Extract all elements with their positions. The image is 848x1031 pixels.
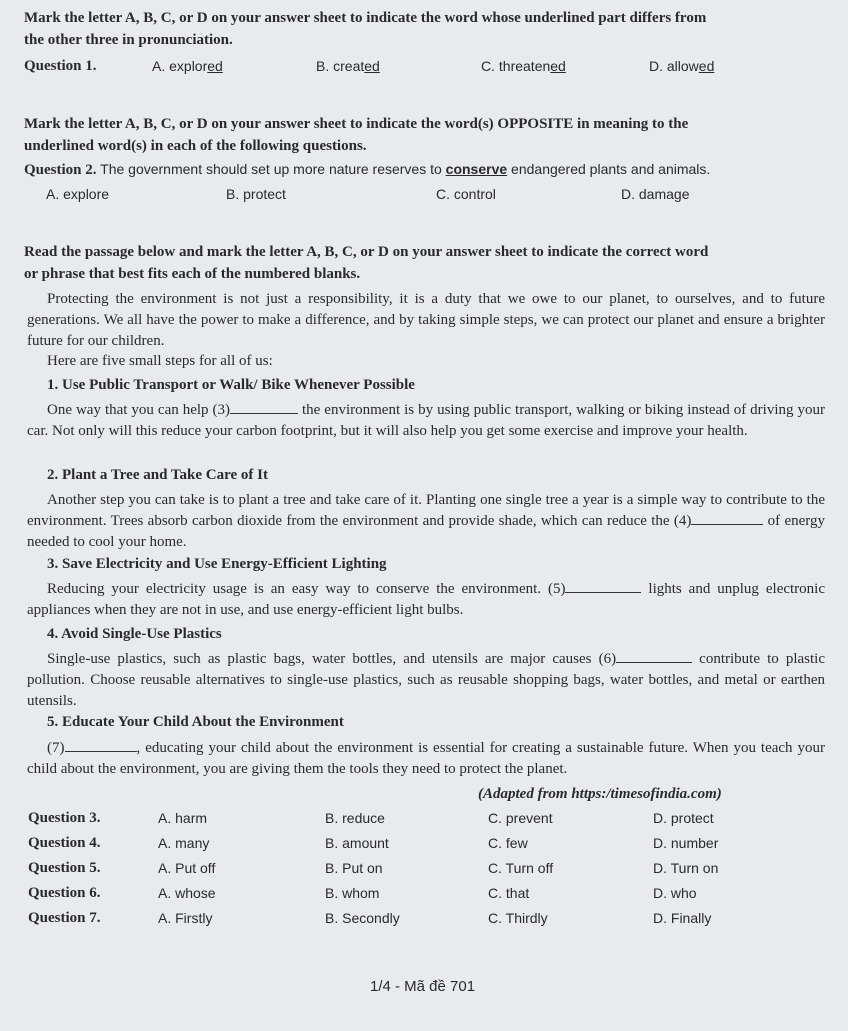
question5-row (0, 860, 848, 884)
step4-heading: 4. Avoid Single-Use Plastics (47, 626, 222, 642)
section2-instruction-line2: underlined word(s) in each of the following questions. (24, 138, 367, 154)
q3-option-d[interactable]: D. protect (653, 810, 714, 826)
step3-heading: 3. Save Electricity and Use Energy-Efficient Lighting (47, 556, 387, 572)
step4-paragraph: Single-use plastics, such as plastic bags, water bottles, and utensils are major causes (6) contribute to plastic pollution. Choose reusable alternatives to single-use plastics, such as reusable shopping bags, water bottles, and metal or earthen utensils. (27, 651, 825, 709)
blank-5[interactable] (565, 580, 641, 593)
q6-option-b[interactable]: B. whom (325, 885, 380, 901)
q6-option-d[interactable]: D. who (653, 885, 697, 901)
q1-option-d[interactable]: D. allowed (649, 58, 715, 74)
q1-option-c[interactable]: C. threatened (481, 58, 566, 74)
question6-row (0, 885, 848, 909)
q3-option-c[interactable]: C. prevent (488, 810, 553, 826)
q2-option-a[interactable]: A. explore (46, 186, 110, 202)
question2-underlined-word: conserve (445, 161, 508, 177)
step2-heading: 2. Plant a Tree and Take Care of It (47, 467, 268, 483)
q3-option-b[interactable]: B. reduce (325, 810, 385, 826)
question3-label: Question 3. (28, 810, 101, 826)
question4-label: Question 4. (28, 835, 101, 851)
q1-option-b[interactable]: B. created (316, 58, 380, 74)
question5-label: Question 5. (28, 860, 101, 876)
q3-option-a[interactable]: A. harm (158, 810, 208, 826)
question2-options (0, 186, 848, 210)
question7-row (0, 910, 848, 934)
q5-option-b[interactable]: B. Put on (325, 860, 383, 876)
q5-option-c[interactable]: C. Turn off (488, 860, 554, 876)
blank-4[interactable] (691, 512, 763, 525)
step3-paragraph: Reducing your electricity usage is an easy way to conserve the environment. (5) lights and unplug electronic appliances when they are not in use, and use energy-efficient light bulbs. (27, 581, 825, 618)
section2-instruction-line1: Mark the letter A, B, C, or D on your answer sheet to indicate the word(s) OPPOSITE in meaning to the (24, 116, 689, 132)
section3-instruction-line2: or phrase that best fits each of the numbered blanks. (24, 266, 361, 282)
q7-option-b[interactable]: B. Secondly (325, 910, 400, 926)
q7-option-c[interactable]: C. Thirdly (488, 910, 548, 926)
q5-option-a[interactable]: A. Put off (158, 860, 216, 876)
q6-option-c[interactable]: C. that (488, 885, 530, 901)
step2-paragraph: Another step you can take is to plant a tree and take care of it. Planting one single tree a year is a simple way to contribute to the environment. Trees absorb carbon dioxide from the environment and provide shade, which can reduce the (4) of energy needed to cool your home. (27, 492, 825, 550)
q7-option-a[interactable]: A. Firstly (158, 910, 213, 926)
step1-heading: 1. Use Public Transport or Walk/ Bike Whenever Possible (47, 377, 415, 393)
blank-7[interactable] (65, 739, 137, 752)
question3-row (0, 810, 848, 834)
blank-6[interactable] (616, 650, 692, 663)
passage-intro: Protecting the environment is not just a responsibility, it is a duty that we owe to our planet, to ourselves, and to future generations. We all have the power to make a difference, and by taking simple steps, we can protect our planet and ensure a brighter future for our children. (27, 291, 825, 349)
question2-label: Question 2. (24, 162, 97, 178)
q4-option-c[interactable]: C. few (488, 835, 528, 851)
q2-option-c[interactable]: C. control (436, 186, 496, 202)
q2-option-b[interactable]: B. protect (226, 186, 286, 202)
section1-instruction-line1: Mark the letter A, B, C, or D on your answer sheet to indicate the word whose underlined part differs from (24, 10, 707, 26)
question1-row (0, 58, 848, 82)
question4-row (0, 835, 848, 859)
q2-option-d[interactable]: D. damage (621, 186, 690, 202)
question7-label: Question 7. (28, 910, 101, 926)
blank-3[interactable] (230, 401, 298, 414)
step5-paragraph: (7) , educating your child about the environment is essential for creating a sustainable future. When you teach your child about the environment, you are giving them the tools they need to protect the planet. (27, 740, 825, 777)
passage-source: (Adapted from https:/timesofindia.com) (478, 786, 722, 802)
q4-option-b[interactable]: B. amount (325, 835, 389, 851)
steps-intro: Here are five small steps for all of us: (47, 353, 273, 369)
question6-label: Question 6. (28, 885, 101, 901)
question2-stem: Question 2. The government should set up more nature reserves to conserve endangered plants and animals. (24, 161, 711, 178)
q4-option-a[interactable]: A. many (158, 835, 210, 851)
page-footer: 1/4 - Mã đề 701 (370, 978, 476, 995)
q6-option-a[interactable]: A. whose (158, 885, 216, 901)
section1-instruction-line2: the other three in pronunciation. (24, 32, 233, 48)
step5-heading: 5. Educate Your Child About the Environment (47, 714, 344, 730)
q1-option-a[interactable]: A. explored (152, 58, 223, 74)
question1-label: Question 1. (24, 58, 97, 74)
q4-option-d[interactable]: D. number (653, 835, 719, 851)
q5-option-d[interactable]: D. Turn on (653, 860, 719, 876)
section3-instruction-line1: Read the passage below and mark the letter A, B, C, or D on your answer sheet to indicate the correct word (24, 244, 709, 260)
q7-option-d[interactable]: D. Finally (653, 910, 712, 926)
step1-paragraph: One way that you can help (3) the environment is by using public transport, walking or biking instead of driving your car. Not only will this reduce your carbon footprint, but it will also help you get some exercise and improve your health. (27, 402, 825, 439)
